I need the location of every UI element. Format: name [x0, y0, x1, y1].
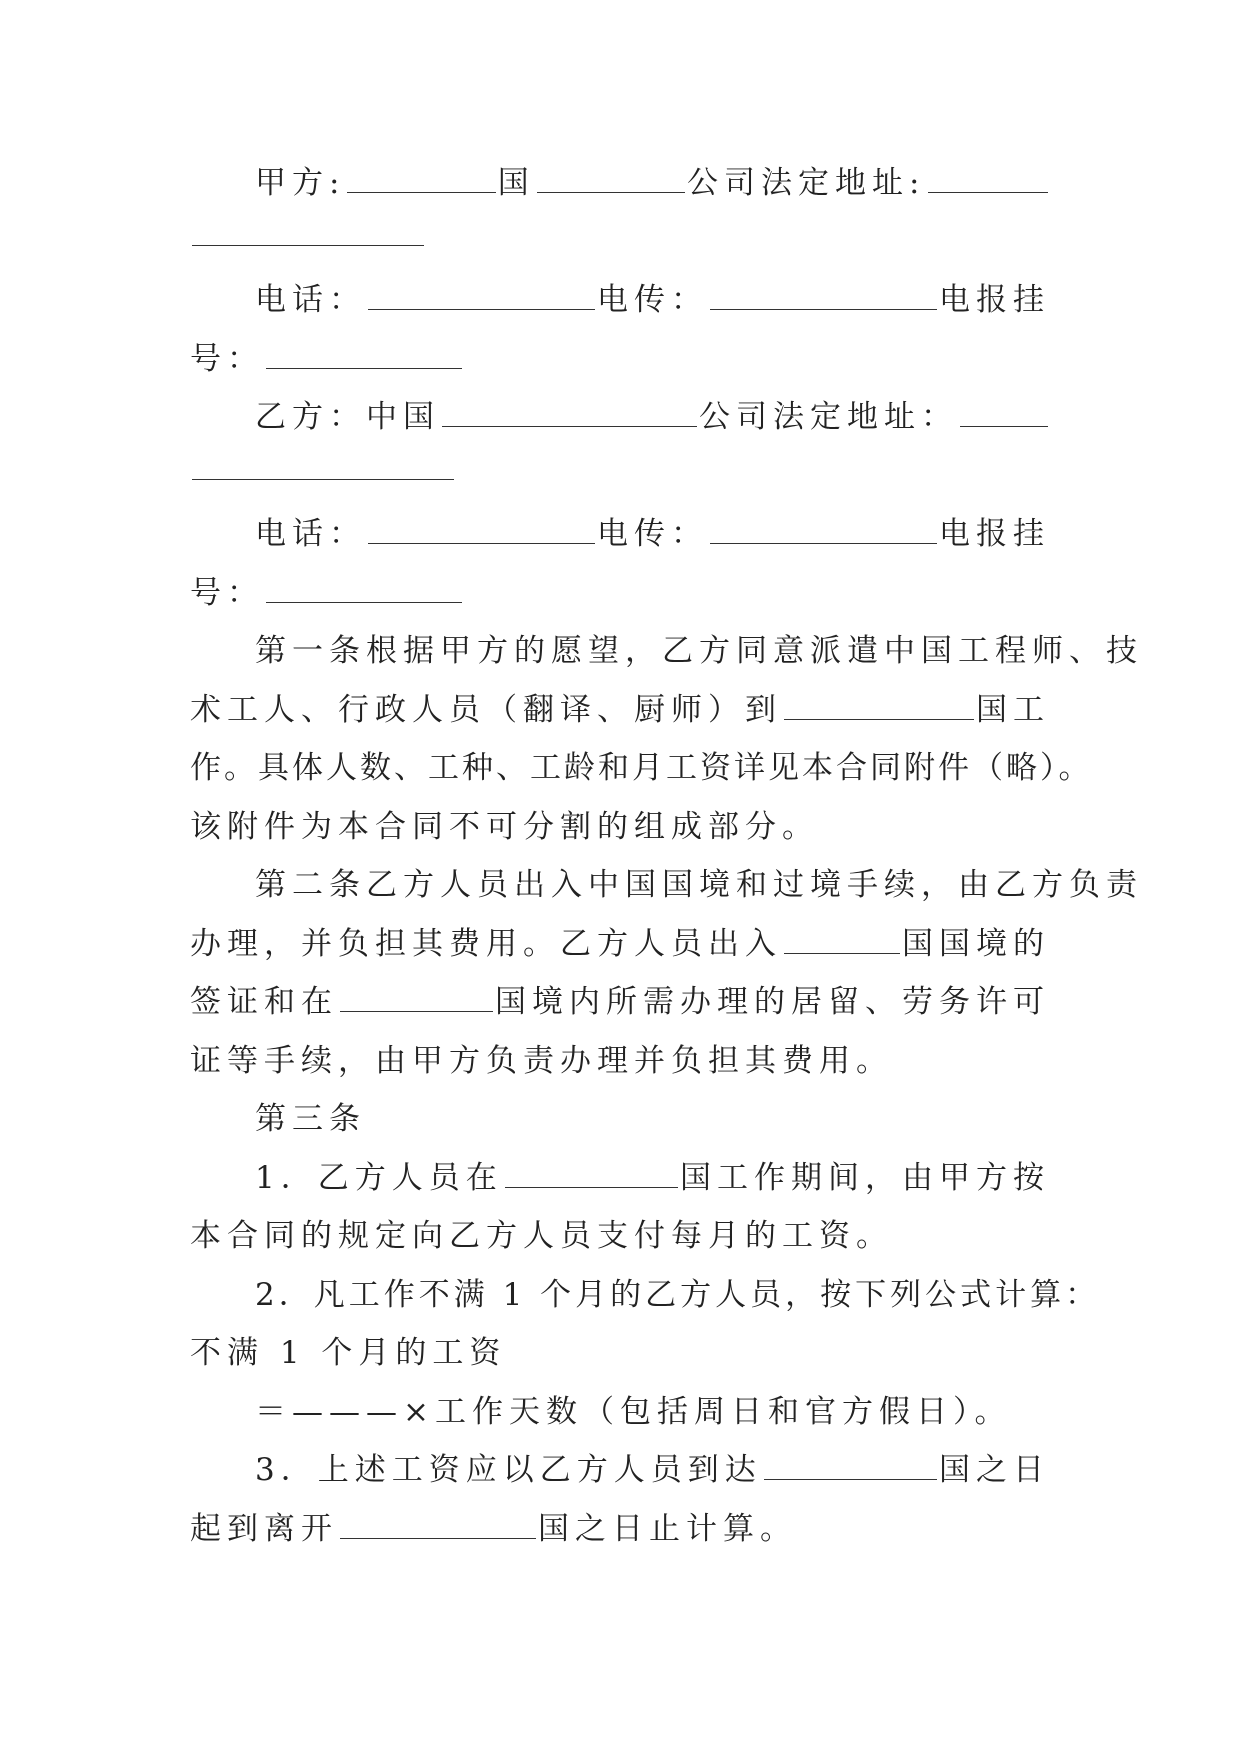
article3-item3 [190, 1441, 1050, 1500]
party-a-country-blank [347, 160, 495, 193]
party-a-label: 甲方: [255, 165, 346, 201]
party-b-address-cont-line [190, 447, 1050, 506]
party-a-phone-blank [368, 277, 595, 310]
article3-item3-arrival-blank [764, 1447, 937, 1480]
party-a-company-blank [537, 160, 685, 193]
article3-item1-text-b: 国工作期间，由甲方按 [680, 1159, 1050, 1196]
article3-item3-text-b: 国之日 [939, 1452, 1050, 1488]
contract-body [190, 154, 1143, 1558]
article1-line3: 作。具体人数、工种、工龄和月工资详见本合同附件（略）。 [190, 750, 1093, 786]
party-b-address-blank-cont [192, 447, 454, 480]
article3-title: 第三条 [255, 1101, 366, 1137]
article1-line2 [190, 681, 1050, 740]
article2-territory-blank [340, 979, 493, 1012]
article1-line2-text-a: 术工人、行政人员（翻译、厨师）到 [190, 691, 782, 728]
article2-line3-text-b: 国境内所需办理的居留、劳务许可 [495, 984, 1050, 1020]
party-a-address-label: 公司法定地址: [687, 165, 926, 201]
party-b-company-blank [442, 394, 697, 427]
article1-line2-text-b: 国工 [976, 691, 1050, 728]
party-a-phone-label: 电话： [255, 282, 366, 318]
party-b-address-label: 公司法定地址： [699, 399, 959, 435]
party-a-telegraph-label: 电报挂 [939, 282, 1050, 318]
party-b-contact-line [190, 505, 1050, 564]
article2-line2-text-b: 国国境的 [902, 925, 1050, 962]
article1-line1: 第一条根据甲方的愿望，乙方同意派遣中国工程师、技 [255, 633, 1143, 669]
party-b-phone-label: 电话： [255, 516, 366, 552]
party-b-address-blank [960, 394, 1048, 427]
party-b-label: 乙方：中国 [255, 399, 440, 435]
party-a-telegraph-line [190, 330, 1050, 389]
article3-item3-line2-text-b: 国之日止计算。 [538, 1510, 797, 1547]
article3-item2-line1: 2．凡工作不满 1 个月的乙方人员，按下列公式计算： [255, 1276, 1101, 1313]
article3-item3-line2-text-a: 起到离开 [190, 1510, 338, 1547]
article3-item1-text-a: 1．乙方人员在 [255, 1159, 503, 1196]
party-b-phone-blank [368, 511, 595, 544]
article2-line3 [190, 973, 1050, 1032]
article1-line4: 该附件为本合同不可分割的组成部分。 [190, 808, 819, 845]
article2-line1: 第二条乙方人员出入中国国境和过境手续，由乙方负责 [255, 867, 1143, 903]
party-a-country-suffix: 国 [497, 165, 535, 201]
article3-item1-country-blank [505, 1155, 678, 1188]
party-a-telegraph-blank [266, 336, 462, 369]
article3-item3-departure-blank [340, 1506, 536, 1539]
article1-destination-blank [784, 687, 974, 720]
party-b-telegraph-label-cont: 号： [190, 574, 264, 611]
party-a-fax-blank [710, 277, 937, 310]
party-b-line [190, 388, 1050, 447]
party-a-fax-label: 电传： [597, 282, 708, 318]
article3-item1-line2: 本合同的规定向乙方人员支付每月的工资。 [190, 1218, 893, 1254]
party-a-line [190, 154, 1050, 213]
article3-item3-line2 [190, 1500, 1050, 1559]
party-a-contact-line [190, 271, 1050, 330]
article3-item3-text-a: 3．上述工资应以乙方人员到达 [255, 1452, 762, 1488]
article3-formula: ＝———×工作天数（包括周日和官方假日）。 [255, 1393, 1012, 1430]
article3-item1 [190, 1149, 1050, 1208]
party-a-address-blank [928, 160, 1049, 193]
party-b-telegraph-line [190, 564, 1050, 623]
party-b-telegraph-blank [266, 570, 462, 603]
party-a-telegraph-label-cont: 号： [190, 340, 264, 377]
article2-line2 [190, 915, 1050, 974]
party-a-address-blank-cont [192, 213, 424, 246]
article2-line3-text-a: 签证和在 [190, 984, 338, 1020]
article2-country-blank [784, 921, 900, 954]
article3-item2-line2: 不满 1 个月的工资 [190, 1335, 507, 1371]
party-b-telegraph-label: 电报挂 [939, 516, 1050, 552]
party-a-address-cont-line [190, 213, 1050, 272]
article2-line2-text-a: 办理，并负担其费用。乙方人员出入 [190, 925, 782, 962]
party-b-fax-label: 电传： [597, 516, 708, 552]
party-b-fax-blank [710, 511, 937, 544]
article2-line4: 证等手续，由甲方负责办理并负担其费用。 [190, 1042, 893, 1079]
